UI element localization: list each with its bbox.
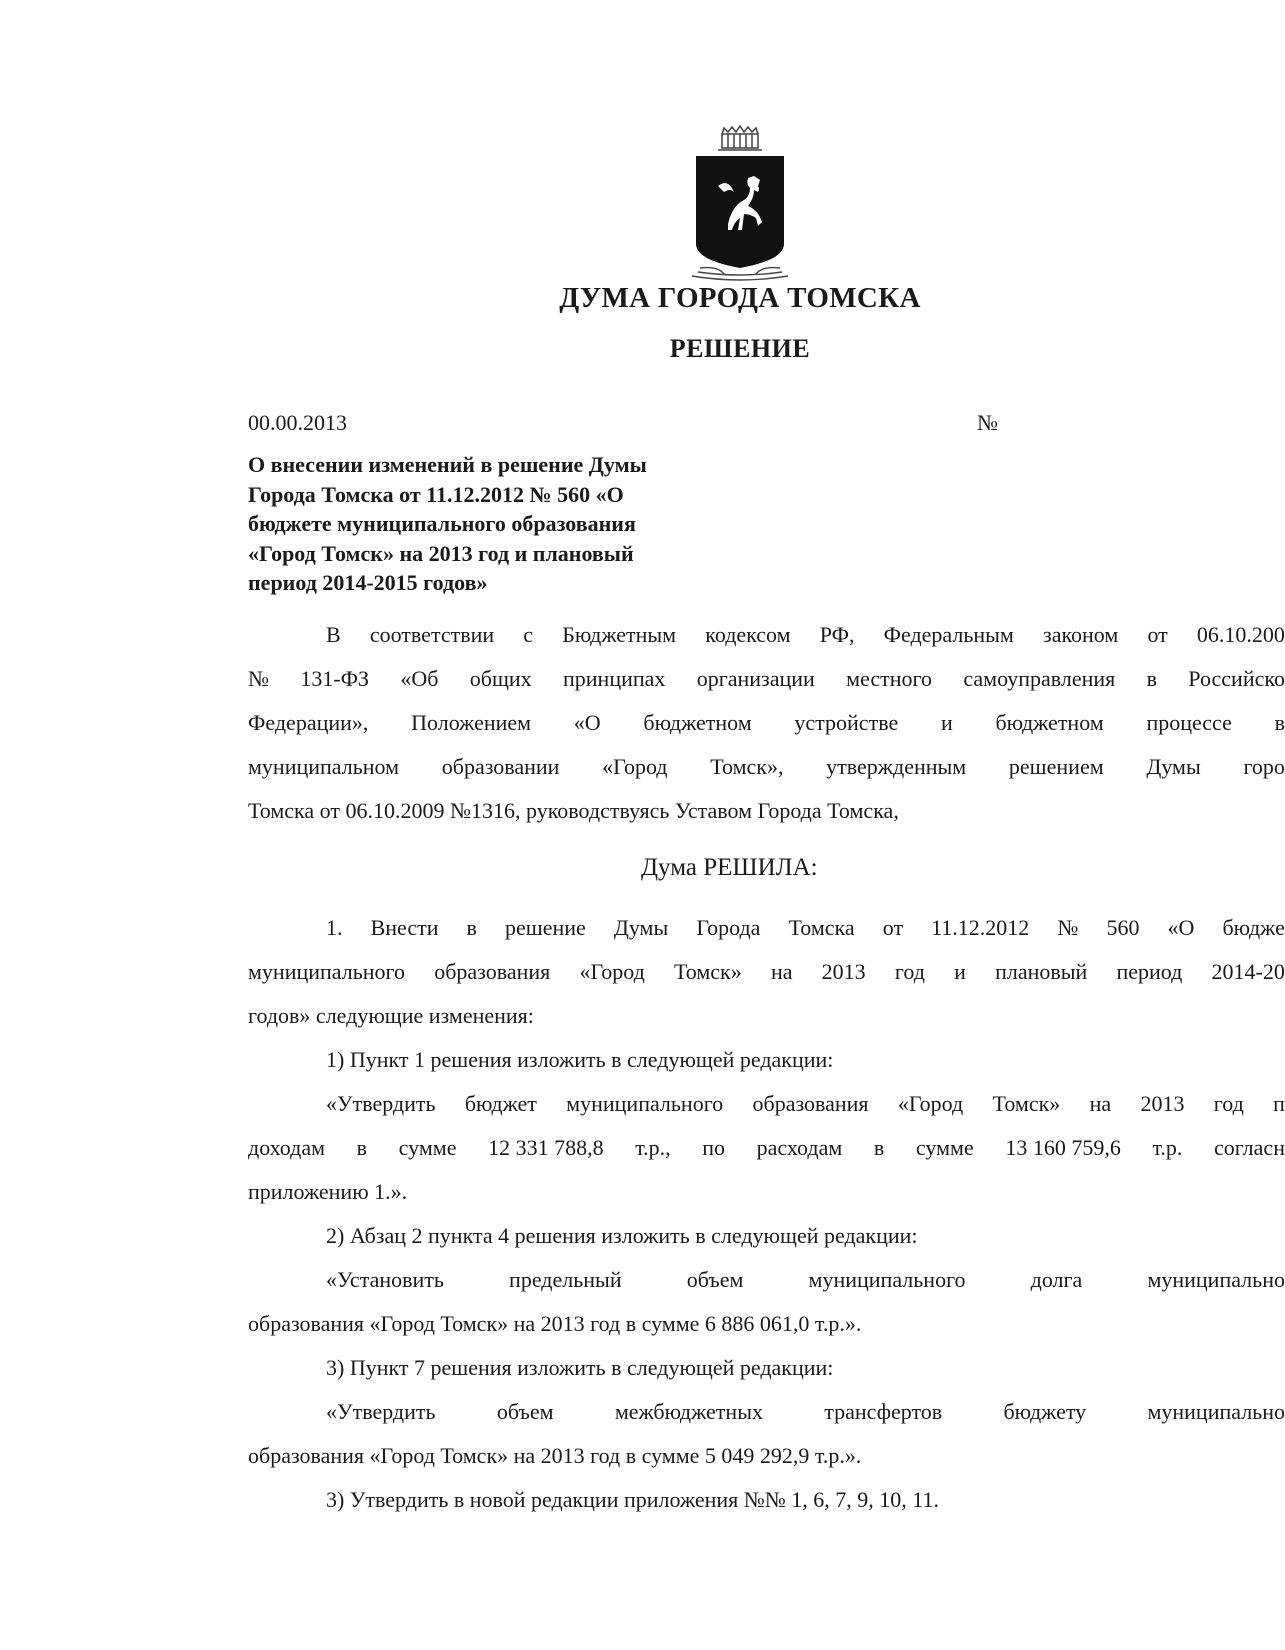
subject-line: «Город Томск» на 2013 год и плановый [248,540,634,566]
word: в [356,1135,368,1160]
word: сумме [915,1135,974,1160]
word: Российско [1188,666,1285,691]
item-line [248,957,1285,987]
word: 131-ФЗ [300,666,370,691]
word: год [1213,1091,1244,1116]
word: плановый [995,959,1088,984]
word: образовании [441,754,560,779]
document-type-heading: РЕШЕНИЕ [669,334,811,363]
word: т.р., [635,1135,671,1160]
word: Федерации», [248,710,369,735]
preamble-line [248,752,1285,782]
subitem-heading: 2) Абзац 2 пункта 4 решения изложить в следующей редакции: [326,1223,918,1248]
word: межбюджетных [614,1399,763,1424]
word: «Утвердить [326,1399,436,1424]
subitem-line [326,1265,1285,1295]
word: от [882,915,904,940]
word: 2013 [1140,1091,1185,1116]
word: т.р. [1152,1135,1183,1160]
word: в [1146,666,1157,691]
word: «Об [400,666,439,691]
word: по [702,1135,726,1160]
word: местного [846,666,933,691]
word: бюджетном [995,710,1104,735]
subject-line: Города Томска от 11.12.2012 № 560 «О [248,481,624,507]
word: в [1274,710,1285,735]
word: «Город [897,1091,964,1116]
word: от [1147,622,1168,647]
subitem-line: образования «Город Томск» на 2013 год в сумме 5 049 292,9 т.р.». [248,1443,862,1468]
word: общих [469,666,532,691]
document-number-label: № [977,410,998,435]
word: бюджету [1003,1399,1087,1424]
word: «Город [602,754,668,779]
word: процессе [1146,710,1232,735]
subject-line: период 2014-2015 годов» [248,570,488,595]
word: принципах [563,666,666,691]
word: п [1273,1091,1285,1116]
word: муниципальном [248,754,400,779]
word: объем [686,1267,744,1292]
word: в [466,915,477,940]
word: период [1116,959,1183,984]
word: долга [1030,1267,1083,1292]
word: объем [496,1399,554,1424]
word: год [894,959,925,984]
word: муниципального [248,959,406,984]
word: 2014-20 [1211,959,1285,984]
word: муниципально [1147,1267,1285,1292]
word: Думы [1146,754,1201,779]
word: Бюджетным [562,622,677,647]
subitem-heading: 3) Пункт 7 решения изложить в следующей редакции: [326,1355,834,1380]
word: соответствии [369,622,495,647]
document-date: 00.00.2013 [248,410,347,435]
word: бюджет [464,1091,537,1116]
word: расходам [756,1135,843,1160]
item-line [326,913,1285,943]
preamble-line [248,664,1285,694]
word: предельный [509,1267,622,1292]
word: на [1089,1091,1112,1116]
word: 1. [326,915,343,940]
word: РФ, [819,622,855,647]
word: Города [696,915,761,940]
word: в [873,1135,885,1160]
subitem-heading: 1) Пункт 1 решения изложить в следующей редакции: [326,1047,834,1072]
subitem-line [326,1089,1285,1119]
word: и [954,959,966,984]
word: Томск» [992,1091,1061,1116]
preamble-line [248,708,1285,738]
decision-heading: Дума РЕШИЛА: [641,854,818,881]
word: Томска [788,915,855,940]
word: «Установить [326,1267,444,1292]
item-line: годов» следующие изменения: [248,1003,534,1028]
word: «Утвердить [326,1091,436,1116]
word: муниципального [566,1091,724,1116]
word: Внести [370,915,439,940]
word: сумме [398,1135,457,1160]
subitem-line: образования «Город Томск» на 2013 год в сумме 6 886 061,0 т.р.». [248,1311,862,1336]
word: Думы [613,915,669,940]
word: Положением [411,710,532,735]
word: Федеральным [883,622,1014,647]
word: на [770,959,793,984]
word: муниципального [808,1267,966,1292]
word: № [248,666,269,691]
organization-title: ДУМА ГОРОДА ТОМСКА [559,282,921,314]
word: «Город [579,959,645,984]
word: решение [505,915,586,940]
word: законом [1043,622,1119,647]
subitem-line: 3) Утвердить в новой редакции приложения №№ 1, 6, 7, 9, 10, 11. [326,1487,939,1512]
word: бюдже [1222,915,1285,940]
subitem-line: приложению 1.». [248,1179,408,1204]
word: образования [434,959,551,984]
word: организации [696,666,815,691]
word: «О [1167,915,1195,940]
preamble-line [326,620,1285,650]
word: бюджетном [643,710,752,735]
word: горо [1243,754,1285,779]
word: устройстве [794,710,899,735]
word: В [326,622,341,647]
word: трансфертов [824,1399,943,1424]
word: 2013 [821,959,866,984]
subitem-line [326,1397,1285,1427]
word: с [523,622,534,647]
preamble-line: Томска от 06.10.2009 №1316, руководствуясь Уставом Города Томска, [248,798,899,823]
document-subject [248,450,728,598]
word: 13 160 759,6 [1005,1135,1121,1160]
word: решением [1008,754,1104,779]
word: Томск», [710,754,784,779]
word: 560 [1106,915,1140,940]
subitem-line [248,1133,1285,1163]
word: муниципально [1147,1399,1285,1424]
word: согласн [1214,1135,1285,1160]
coat-of-arms-icon [688,126,792,286]
word: «О [573,710,601,735]
word: доходам [248,1135,326,1160]
subject-line: О внесении изменений в решение Думы [248,452,647,477]
word: № [1057,915,1079,940]
word: 06.10.200 [1196,622,1285,647]
word: 11.12.2012 [931,915,1030,940]
word: 12 331 788,8 [488,1135,604,1160]
word: кодексом [705,622,791,647]
word: образования [752,1091,869,1116]
word: Томск» [674,959,742,984]
subject-line: бюджете муниципального образования [248,511,636,536]
word: самоуправления [963,666,1116,691]
word: утвержденным [826,754,967,779]
word: и [940,710,953,735]
